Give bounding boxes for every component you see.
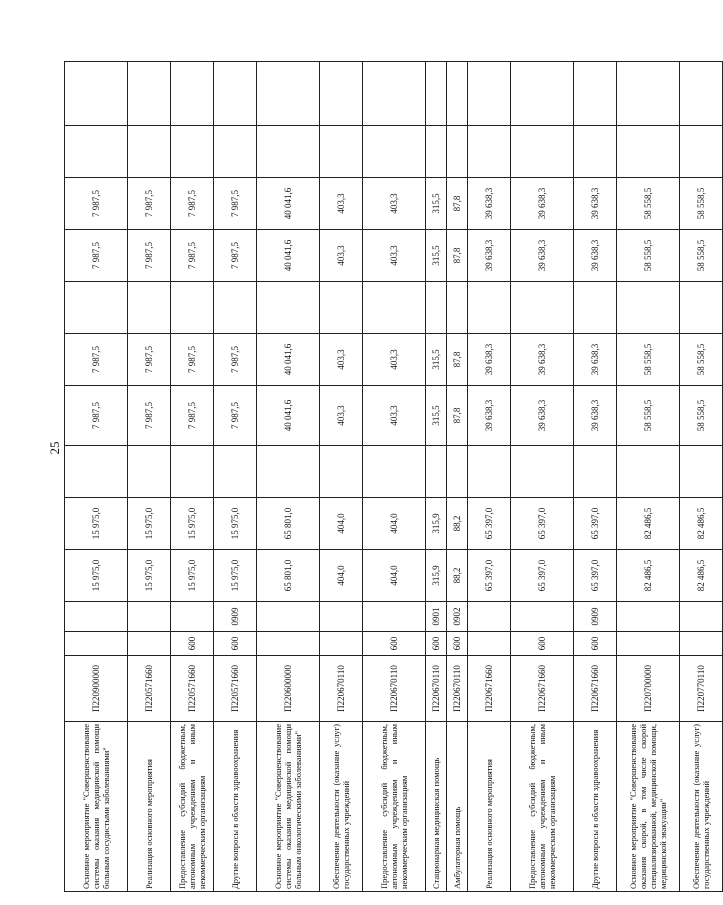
cell-empty — [128, 126, 171, 178]
cell-empty — [617, 126, 680, 178]
cell-v6: 40 041,6 — [257, 178, 320, 230]
cell-empty — [171, 62, 214, 126]
cell-v3: 58 558,5 — [617, 386, 680, 446]
page-number: 25 — [47, 441, 62, 455]
cell-empty — [128, 446, 171, 498]
cell-v1: 15 975,0 — [214, 550, 257, 602]
cell-name: Другие вопросы в области здравоохранения — [214, 722, 257, 892]
table-row — [363, 62, 426, 892]
cell-empty — [617, 62, 680, 126]
cell-v4: 7 987,5 — [214, 334, 257, 386]
cell-sec — [680, 602, 723, 632]
cell-grp — [680, 632, 723, 656]
cell-sec — [257, 602, 320, 632]
cell-v1: 315,9 — [426, 550, 447, 602]
cell-empty — [426, 282, 447, 334]
cell-v4: 7 987,5 — [128, 334, 171, 386]
cell-empty — [511, 126, 574, 178]
cell-v2: 404,0 — [363, 498, 426, 550]
cell-name: Обеспечение деятельности (оказание услуг) государственных учреждений — [320, 722, 363, 892]
cell-v3: 403,3 — [320, 386, 363, 446]
cell-code: П220670110 — [363, 656, 426, 722]
cell-name: Основное мероприятие "Совершенствование оказания скорой, в том числе скорой специализированной, медицинской помощи, медицинской эвакуации" — [617, 722, 680, 892]
cell-grp — [468, 632, 511, 656]
cell-sec — [171, 602, 214, 632]
cell-empty — [447, 62, 468, 126]
cell-v5: 58 558,5 — [680, 230, 723, 282]
table-row — [447, 62, 468, 892]
cell-grp — [320, 632, 363, 656]
table-row — [468, 62, 511, 892]
cell-v1: 65 397,0 — [511, 550, 574, 602]
cell-v2: 88,2 — [447, 498, 468, 550]
cell-v3: 39 638,3 — [574, 386, 617, 446]
cell-v4: 58 558,5 — [617, 334, 680, 386]
cell-v1: 65 397,0 — [468, 550, 511, 602]
cell-sec — [65, 602, 128, 632]
cell-v5: 7 987,5 — [65, 230, 128, 282]
cell-v6: 39 638,3 — [468, 178, 511, 230]
cell-empty — [363, 126, 426, 178]
cell-v4: 39 638,3 — [574, 334, 617, 386]
cell-grp: 600 — [511, 632, 574, 656]
cell-code: П220770110 — [680, 656, 723, 722]
cell-code: П220671660 — [511, 656, 574, 722]
cell-v4: 40 041,6 — [257, 334, 320, 386]
cell-v2: 315,9 — [426, 498, 447, 550]
cell-v1: 82 486,5 — [680, 550, 723, 602]
cell-v6: 403,3 — [363, 178, 426, 230]
cell-v1: 65 801,0 — [257, 550, 320, 602]
cell-v2: 15 975,0 — [214, 498, 257, 550]
cell-empty — [447, 446, 468, 498]
cell-empty — [320, 62, 363, 126]
cell-v3: 315,5 — [426, 386, 447, 446]
cell-empty — [680, 126, 723, 178]
cell-v2: 82 486,5 — [680, 498, 723, 550]
cell-empty — [680, 282, 723, 334]
cell-v1: 82 486,5 — [617, 550, 680, 602]
cell-grp: 600 — [447, 632, 468, 656]
cell-v4: 403,3 — [363, 334, 426, 386]
cell-sec — [617, 602, 680, 632]
cell-grp: 600 — [214, 632, 257, 656]
cell-sec — [468, 602, 511, 632]
cell-v2: 65 801,0 — [257, 498, 320, 550]
cell-empty — [426, 126, 447, 178]
cell-v5: 39 638,3 — [574, 230, 617, 282]
cell-empty — [257, 126, 320, 178]
cell-v3: 7 987,5 — [128, 386, 171, 446]
cell-v3: 7 987,5 — [65, 386, 128, 446]
cell-empty — [574, 126, 617, 178]
cell-sec — [320, 602, 363, 632]
cell-code: П220670110 — [426, 656, 447, 722]
cell-v5: 87,8 — [447, 230, 468, 282]
budget-table — [64, 61, 723, 892]
cell-empty — [617, 282, 680, 334]
cell-empty — [128, 62, 171, 126]
cell-empty — [680, 62, 723, 126]
cell-grp: 600 — [426, 632, 447, 656]
cell-name: Стационарная медицинская помощь — [426, 722, 447, 892]
cell-grp — [65, 632, 128, 656]
cell-empty — [214, 446, 257, 498]
cell-sec — [511, 602, 574, 632]
cell-v3: 39 638,3 — [468, 386, 511, 446]
cell-code: П220670110 — [447, 656, 468, 722]
cell-v3: 40 041,6 — [257, 386, 320, 446]
cell-v1: 404,0 — [363, 550, 426, 602]
cell-v6: 7 987,5 — [214, 178, 257, 230]
table-row — [574, 62, 617, 892]
cell-v3: 39 638,3 — [511, 386, 574, 446]
cell-v4: 87,8 — [447, 334, 468, 386]
cell-v4: 39 638,3 — [511, 334, 574, 386]
cell-v3: 87,8 — [447, 386, 468, 446]
table-row — [128, 62, 171, 892]
cell-v4: 58 558,5 — [680, 334, 723, 386]
cell-v5: 40 041,6 — [257, 230, 320, 282]
cell-v2: 15 975,0 — [65, 498, 128, 550]
cell-v5: 315,5 — [426, 230, 447, 282]
cell-empty — [320, 446, 363, 498]
cell-v6: 58 558,5 — [617, 178, 680, 230]
cell-v2: 15 975,0 — [128, 498, 171, 550]
cell-empty — [65, 282, 128, 334]
cell-grp — [257, 632, 320, 656]
cell-v3: 7 987,5 — [171, 386, 214, 446]
cell-v1: 15 975,0 — [128, 550, 171, 602]
cell-empty — [511, 62, 574, 126]
cell-empty — [363, 282, 426, 334]
cell-empty — [426, 446, 447, 498]
cell-code: П220671660 — [574, 656, 617, 722]
cell-v3: 7 987,5 — [214, 386, 257, 446]
cell-name: Другие вопросы в области здравоохранения — [574, 722, 617, 892]
cell-name: Амбулаторная помощь — [447, 722, 468, 892]
cell-v1: 88,2 — [447, 550, 468, 602]
cell-v2: 404,0 — [320, 498, 363, 550]
cell-grp — [617, 632, 680, 656]
cell-v6: 7 987,5 — [65, 178, 128, 230]
cell-empty — [574, 62, 617, 126]
table-row — [511, 62, 574, 892]
cell-code: П220571660 — [214, 656, 257, 722]
cell-v5: 7 987,5 — [128, 230, 171, 282]
cell-empty — [65, 62, 128, 126]
cell-v6: 7 987,5 — [128, 178, 171, 230]
cell-v4: 7 987,5 — [65, 334, 128, 386]
cell-v3: 403,3 — [363, 386, 426, 446]
cell-v5: 7 987,5 — [214, 230, 257, 282]
cell-v5: 39 638,3 — [511, 230, 574, 282]
cell-empty — [468, 446, 511, 498]
cell-grp: 600 — [363, 632, 426, 656]
cell-empty — [128, 282, 171, 334]
cell-v1: 404,0 — [320, 550, 363, 602]
cell-empty — [680, 446, 723, 498]
cell-v3: 58 558,5 — [680, 386, 723, 446]
cell-grp: 600 — [574, 632, 617, 656]
cell-code: П220571660 — [171, 656, 214, 722]
cell-code: П220671660 — [468, 656, 511, 722]
cell-name: Основное мероприятие "Совершенствование системы оказания медицинской помощи больным сосудистыми заболеваниями" — [65, 722, 128, 892]
cell-v4: 315,5 — [426, 334, 447, 386]
cell-sec — [128, 602, 171, 632]
table-row — [214, 62, 257, 892]
cell-empty — [447, 126, 468, 178]
cell-v5: 403,3 — [363, 230, 426, 282]
cell-empty — [171, 446, 214, 498]
cell-empty — [171, 126, 214, 178]
cell-v4: 7 987,5 — [171, 334, 214, 386]
cell-empty — [574, 282, 617, 334]
cell-name: Предоставление субсидий бюджетным, автономным учреждениям и иным некоммерческим организациям — [363, 722, 426, 892]
cell-v1: 15 975,0 — [171, 550, 214, 602]
cell-sec: 0909 — [574, 602, 617, 632]
table-row — [257, 62, 320, 892]
cell-empty — [468, 62, 511, 126]
table-row — [617, 62, 680, 892]
cell-v1: 65 397,0 — [574, 550, 617, 602]
cell-grp: 600 — [171, 632, 214, 656]
cell-empty — [65, 446, 128, 498]
cell-v2: 65 397,0 — [511, 498, 574, 550]
cell-name: Реализация основного мероприятия — [128, 722, 171, 892]
cell-empty — [363, 62, 426, 126]
cell-sec: 0909 — [214, 602, 257, 632]
cell-empty — [320, 282, 363, 334]
budget-table-wrapper — [64, 62, 711, 892]
cell-code: П220600000 — [257, 656, 320, 722]
cell-sec — [363, 602, 426, 632]
table-row — [320, 62, 363, 892]
cell-code: П220670110 — [320, 656, 363, 722]
cell-empty — [257, 62, 320, 126]
cell-name: Обеспечение деятельности (оказание услуг) государственных учреждений — [680, 722, 723, 892]
cell-empty — [426, 62, 447, 126]
cell-empty — [574, 446, 617, 498]
cell-empty — [617, 446, 680, 498]
table-row — [680, 62, 723, 892]
table-row — [426, 62, 447, 892]
cell-name: Реализация основного мероприятия — [468, 722, 511, 892]
cell-v2: 82 486,5 — [617, 498, 680, 550]
table-row — [65, 62, 128, 892]
cell-empty — [171, 282, 214, 334]
cell-sec: 0901 — [426, 602, 447, 632]
cell-v2: 15 975,0 — [171, 498, 214, 550]
cell-empty — [214, 282, 257, 334]
cell-empty — [363, 446, 426, 498]
cell-empty — [511, 446, 574, 498]
cell-v5: 7 987,5 — [171, 230, 214, 282]
cell-v6: 403,3 — [320, 178, 363, 230]
cell-name: Предоставление субсидий бюджетным, автономным учреждениям и иным некоммерческим организациям — [511, 722, 574, 892]
cell-name: Основное мероприятие "Совершенствование системы оказания медицинской помощи больным онкологическими заболеваниями" — [257, 722, 320, 892]
cell-empty — [65, 126, 128, 178]
cell-code: П220571660 — [128, 656, 171, 722]
cell-v6: 7 987,5 — [171, 178, 214, 230]
cell-v6: 87,8 — [447, 178, 468, 230]
cell-empty — [257, 446, 320, 498]
cell-v6: 58 558,5 — [680, 178, 723, 230]
cell-v5: 58 558,5 — [617, 230, 680, 282]
cell-empty — [214, 62, 257, 126]
cell-name: Предоставление субсидий бюджетным, автономным учреждениям и иным некоммерческим организациям — [171, 722, 214, 892]
table-row — [171, 62, 214, 892]
cell-v4: 39 638,3 — [468, 334, 511, 386]
cell-grp — [128, 632, 171, 656]
cell-empty — [447, 282, 468, 334]
cell-v1: 15 975,0 — [65, 550, 128, 602]
cell-code: П220900000 — [65, 656, 128, 722]
cell-v6: 39 638,3 — [574, 178, 617, 230]
cell-empty — [320, 126, 363, 178]
cell-sec: 0902 — [447, 602, 468, 632]
cell-v2: 65 397,0 — [574, 498, 617, 550]
cell-empty — [468, 282, 511, 334]
cell-v6: 315,5 — [426, 178, 447, 230]
cell-empty — [511, 282, 574, 334]
cell-v6: 39 638,3 — [511, 178, 574, 230]
cell-empty — [468, 126, 511, 178]
cell-code: П220700000 — [617, 656, 680, 722]
cell-v4: 403,3 — [320, 334, 363, 386]
cell-empty — [214, 126, 257, 178]
budget-table-body — [65, 62, 723, 892]
cell-v5: 403,3 — [320, 230, 363, 282]
cell-v5: 39 638,3 — [468, 230, 511, 282]
cell-empty — [257, 282, 320, 334]
cell-v2: 65 397,0 — [468, 498, 511, 550]
